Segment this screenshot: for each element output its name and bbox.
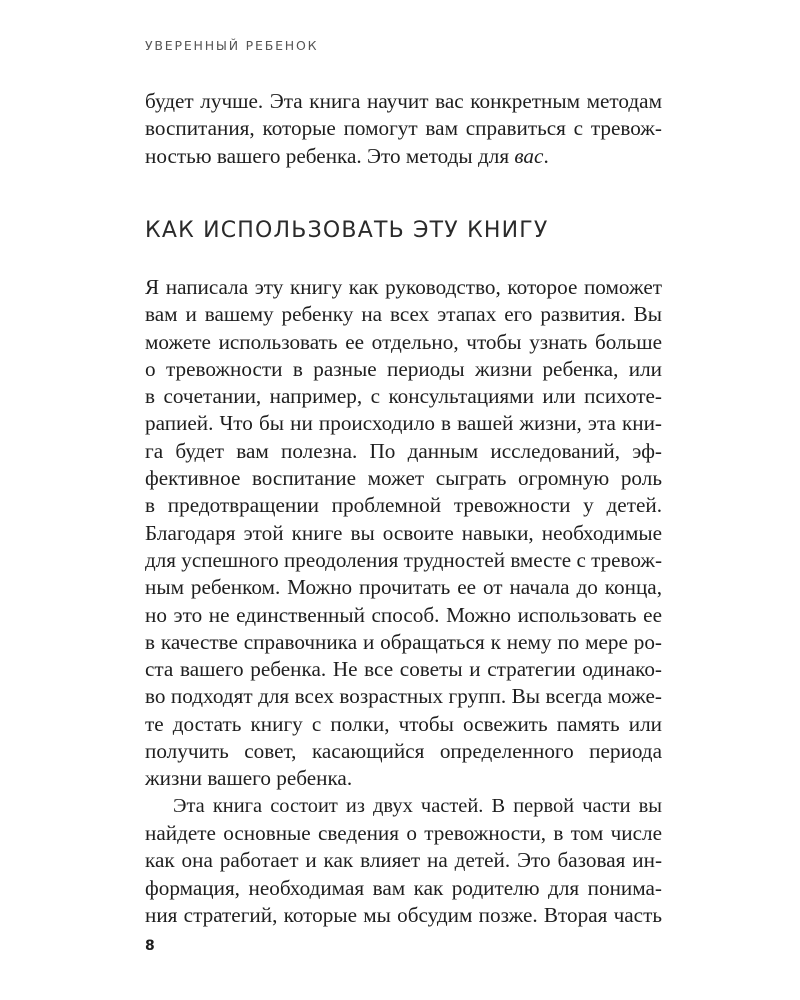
text-line: о тревожности в разные периоды жизни ребенка, или: [145, 356, 662, 381]
text-line: [145, 143, 662, 170]
text-line: для успешного преодоления трудностей вместе с тревож-: [145, 547, 662, 572]
emphasis-text: вас: [514, 143, 544, 168]
text-line: те достать книгу с полки, чтобы освежить память или: [145, 711, 662, 736]
text-line: жизни вашего ребенка.: [145, 766, 353, 791]
text-line: рапией. Что бы ни происходило в вашей жизни, эта кни-: [145, 411, 662, 436]
text-fragment: .: [543, 143, 549, 168]
text-line: в сочетании, например, с консультациями или психоте-: [145, 384, 662, 409]
text-line: вам и вашему ребенку на всех этапах его развития. Вы: [145, 302, 662, 327]
body-text: [145, 274, 662, 929]
paragraph-1: [145, 274, 662, 793]
text-line: воспитания, которые помогут вам справиться с тревож-: [145, 116, 662, 141]
text-line: Эта книга состоит из двух частей. В первой части вы: [173, 794, 662, 817]
text-line: будет лучше. Эта книга научит вас конкретным методам: [145, 89, 662, 113]
running-head: УВЕРЕННЫЙ РЕБЕНОК: [145, 38, 319, 53]
text-line: Благодаря этой книге вы освоите навыки, необходимые: [145, 520, 662, 545]
page-number: 8: [145, 938, 155, 954]
text-line: найдете основные сведения о тревожности, в том числе: [145, 820, 662, 845]
text-line: во подходят для всех возрастных групп. Вы всегда може-: [145, 684, 662, 709]
text-line: в предотвращении проблемной тревожности у детей.: [145, 493, 662, 518]
text-line: как она работает и как влияет на детей. Это базовая ин-: [145, 848, 662, 873]
text-line: ным ребенком. Можно прочитать ее от начала до конца,: [145, 575, 662, 600]
text-line: ста вашего ребенка. Не все советы и стратегии одинако-: [145, 657, 662, 682]
text-fragment: ностью вашего ребенка. Это методы для: [145, 143, 515, 168]
text-line: ния стратегий, которые мы обсудим позже. Вторая часть: [145, 902, 662, 927]
section-heading: КАК ИСПОЛЬЗОВАТЬ ЭТУ КНИГУ: [145, 218, 549, 243]
text-line: Я написала эту книгу как руководство, которое поможет: [145, 275, 662, 299]
text-line: га будет вам полезна. По данным исследований, эф-: [145, 438, 662, 463]
text-line: фективное воспитание может сыграть огромную роль: [145, 466, 662, 491]
paragraph-2: [145, 793, 662, 929]
text-line: формация, необходимая вам как родителю для понима-: [145, 875, 662, 900]
text-line: можете использовать ее отдельно, чтобы узнать больше: [145, 329, 662, 354]
text-line: но это не единственный способ. Можно использовать ее: [145, 602, 662, 627]
intro-paragraph: [145, 88, 662, 170]
text-line: получить совет, касающийся определенного периода: [145, 739, 662, 764]
text-line: в качестве справочника и обращаться к нему по мере ро-: [145, 629, 662, 654]
